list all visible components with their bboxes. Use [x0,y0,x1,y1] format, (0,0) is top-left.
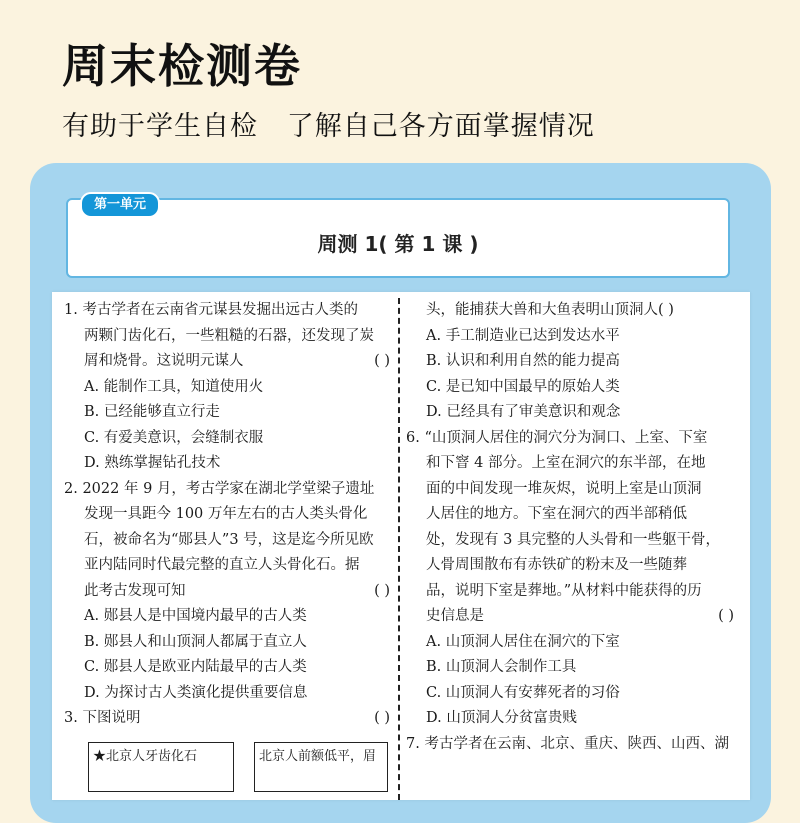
promo-subtitle: 有助于学生自检 了解自己各方面掌握情况 [62,111,595,142]
question-line: 处，发现有 3 具完整的人头骨和一些躯干骨， [426,531,720,548]
question-line: 1. 考古学者在云南省元谋县发掘出远古人类的 [64,302,358,318]
question-7 [406,732,740,758]
column-divider [398,298,400,800]
option-a: A. 郧县人是中国境内最早的古人类 [84,608,307,624]
question-line: 2. 2022 年 9 月，考古学家在湖北学堂梁子遗址 [64,480,375,497]
question-6 [406,426,740,732]
option-c: C. 是已知中国最早的原始人类 [426,378,620,395]
question-5-continued [406,298,740,426]
question-line: 石，被命名为“郧县人”3 号，这是迄今所见欧 [84,531,374,548]
figure-box-forehead: 北京人前额低平，眉 [254,742,388,792]
answer-blank: ( ) [718,608,734,624]
option-b: B. 已经能够直立行走 [84,404,220,420]
question-line: 两颗门齿化石，一些粗糙的石器，还发现了炭 [84,327,374,344]
option-a: A. 能制作工具，知道使用火 [84,378,264,395]
answer-blank: ( ) [374,582,390,599]
question-3 [64,706,396,792]
question-1 [64,298,396,477]
option-d: D. 熟练掌握钻孔技术 [84,455,221,471]
option-b: B. 郧县人和山顶洞人都属于直立人 [84,633,307,650]
option-d: D. 已经具有了审美意识和观念 [426,404,621,420]
question-line [64,349,396,375]
question-line [64,706,396,732]
option-b: B. 山顶洞人会制作工具 [426,659,577,675]
question-line: 和下窨 4 部分。上室在洞穴的东半部，在地 [426,455,706,471]
promo-title: 周末检测卷 [62,39,302,93]
figure-box-teeth: ★北京人牙齿化石 [88,742,234,792]
question-line: 发现一具距今 100 万年左右的古人类头骨化 [84,506,368,522]
right-column [406,298,740,757]
answer-blank: ( ) [374,353,390,369]
question-line: 头，能捕获大兽和大鱼表明山顶洞人( ) [426,302,674,318]
test-title: 周测 1( 第 1 课 ) [317,232,479,256]
question-2 [64,477,396,707]
question-line: 6. “山顶洞人居住的洞穴分为洞口、上室、下室 [406,429,708,446]
option-c: C. 郧县人是欧亚内陆最早的古人类 [84,659,307,675]
question-line: 人骨周围散布有赤铁矿的粉末及一些随葬 [426,557,687,573]
left-column [64,298,396,792]
option-b: B. 认识和利用自然的能力提高 [426,353,620,369]
question-text: 此考古发现可知 [84,582,186,599]
question-line [406,604,740,630]
question-line: 面的中间发现一堆灰烬，说明上室是山顶洞 [426,480,702,497]
option-a: A. 山顶洞人居住在洞穴的下室 [426,633,620,650]
option-a: A. 手工制造业已达到发达水平 [426,327,620,344]
answer-blank: ( ) [374,710,390,726]
figure-row [64,732,396,792]
unit-badge: 第一单元 [80,192,160,218]
option-c: C. 有爱美意识，会缝制衣服 [84,429,264,446]
question-text: 3. 下图说明 [64,710,141,726]
question-line [64,579,396,605]
option-d: D. 为探讨古人类演化提供重要信息 [84,684,308,701]
option-c: C. 山顶洞人有安葬死者的习俗 [426,684,620,701]
question-text: 屑和烧骨。这说明元谋人 [84,353,244,369]
question-line: 人居住的地方。下室在洞穴的西半部稍低 [426,506,687,522]
question-line: 7. 考古学者在云南、北京、重庆、陕西、山西、湖 [406,735,729,752]
question-line: 亚内陆同时代最完整的直立人头骨化石。据 [84,557,360,573]
question-text: 史信息是 [426,608,484,624]
question-line: 品，说明下室是葬地。”从材料中能获得的历 [426,582,702,599]
option-d: D. 山顶洞人分贫富贵贱 [426,710,577,726]
